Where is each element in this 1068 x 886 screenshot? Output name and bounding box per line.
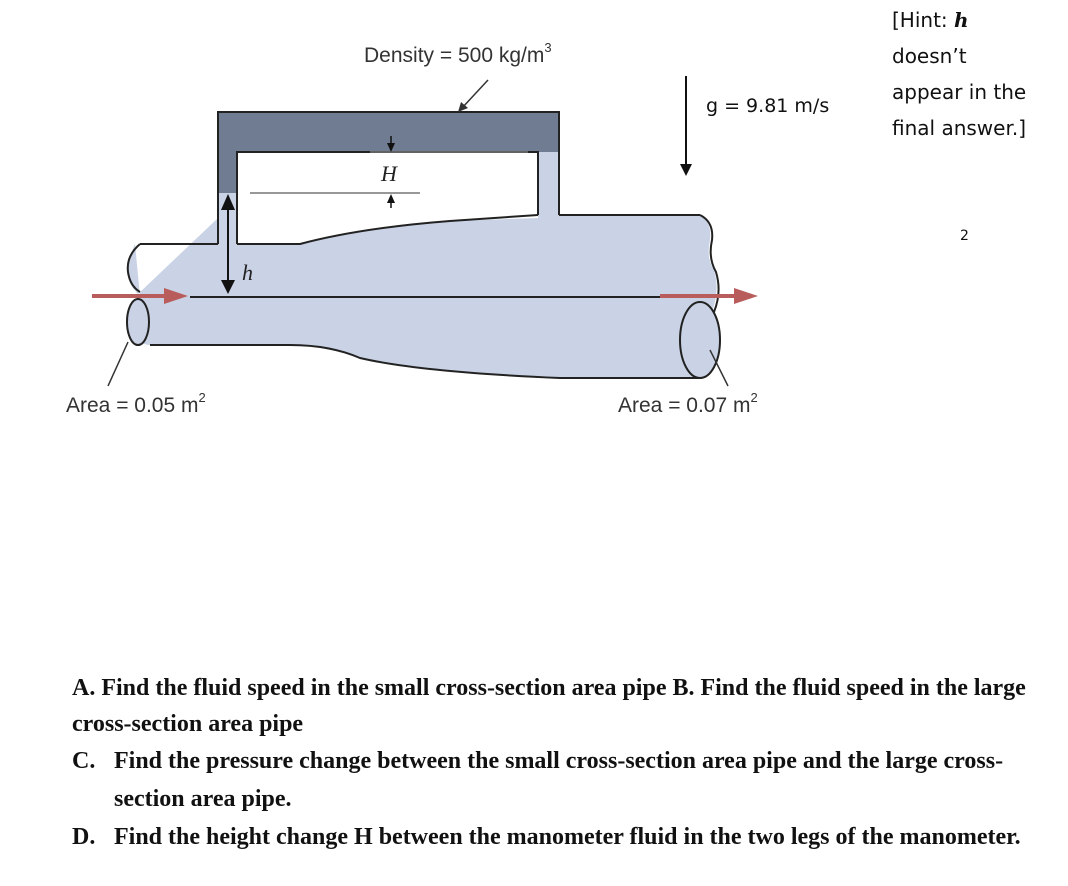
question-ab: A. Find the fluid speed in the small cross-section area pipe B. Find the fluid speed in the large cross-section area pipe bbox=[72, 675, 1026, 737]
question-c bbox=[72, 742, 1052, 818]
question-d-text: Find the height change H between the manometer fluid in the two legs of the manometer. bbox=[114, 824, 1021, 850]
area-left-label: Area = 0.05 $m^2$ bbox=[66, 390, 206, 417]
hint-rest: doesn’t appear in the final answer.] bbox=[892, 44, 1027, 140]
question-d-letter: D. bbox=[72, 824, 96, 850]
hint-note bbox=[892, 2, 1042, 146]
gravity-arrow bbox=[680, 76, 692, 176]
question-list bbox=[72, 670, 1052, 856]
density-leader bbox=[458, 80, 488, 112]
question-c-letter: C. bbox=[72, 748, 96, 774]
H-label: H bbox=[381, 161, 397, 186]
area-left-leader bbox=[108, 342, 128, 386]
gravity-label: g = 9.81 m/s bbox=[706, 95, 830, 117]
h-label: h bbox=[242, 260, 253, 285]
page-number: 2 bbox=[960, 228, 969, 244]
question-c-text: Find the pressure change between the small cross-section area pipe and the large cross-section area pipe. bbox=[114, 748, 1004, 812]
manometer-right-leg-fluid bbox=[539, 152, 558, 220]
pipe-right-opening bbox=[680, 302, 720, 378]
hint-open: [Hint: bbox=[892, 8, 955, 32]
density-label: Density = 500 $kg/m^3$ bbox=[364, 40, 552, 67]
hint-variable: h bbox=[954, 8, 969, 32]
pipe-left-opening bbox=[127, 299, 149, 345]
question-d bbox=[72, 818, 1052, 856]
area-right-label: Area = 0.07 $m^2$ bbox=[618, 390, 758, 417]
